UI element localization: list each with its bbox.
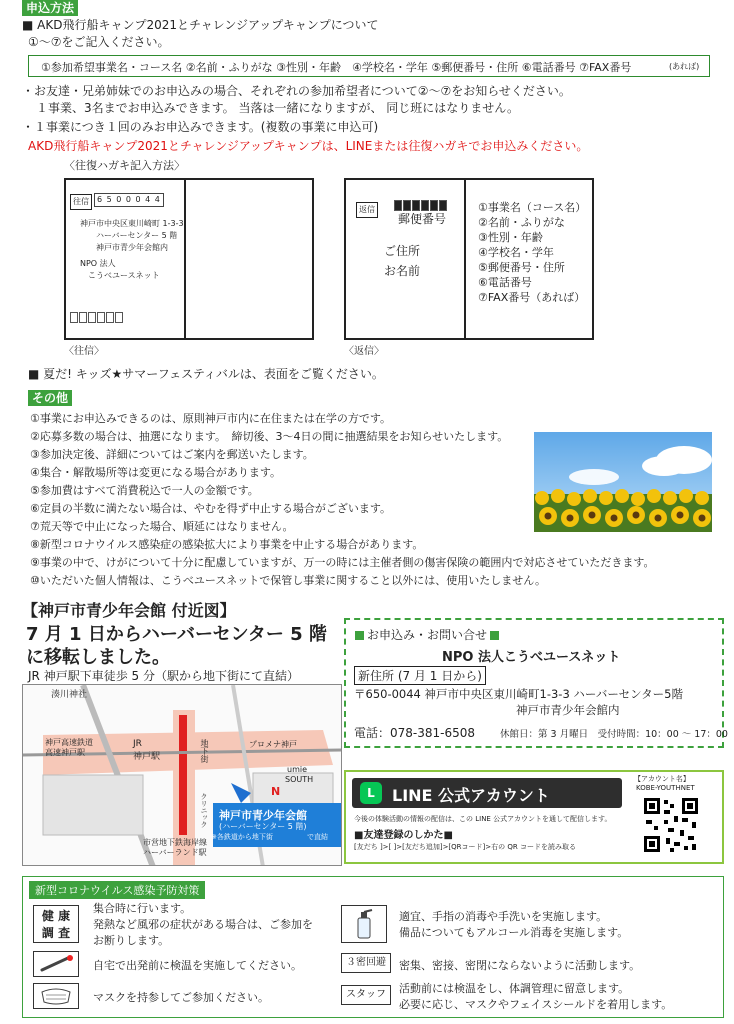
postcard-item: ⑦FAX番号（あれば） — [478, 291, 586, 304]
apply-item1b: ①〜⑦をご記入ください。 — [28, 35, 170, 49]
contact-box — [344, 618, 728, 748]
map-label-promena: プロメナ神戸 — [249, 740, 297, 749]
other-item: ④集合・解散場所等は変更になる場合があります。 — [30, 466, 281, 479]
postcard-addr3: 神戸市青少年会館内 — [96, 243, 168, 252]
postcard-addr-label: ご住所 — [384, 244, 421, 258]
postcard-post-label: 郵便番号 — [398, 212, 447, 226]
line-acct-label: 【アカウント名】 — [634, 775, 690, 783]
covid-staff2: 必要に応じ、マスクやフェイスシールドを着用します。 — [399, 998, 673, 1011]
postcard-item: ①事業名（コース名） — [478, 201, 587, 214]
postcard-org1: NPO 法人 — [80, 259, 116, 268]
postcard-item: ②名前・ふりがな — [478, 216, 565, 229]
postcard-item: ⑥電話番号 — [478, 276, 532, 289]
map-label-north: N — [271, 785, 281, 798]
contact-title: お申込み・お問い合せ — [367, 628, 488, 642]
section-header-other — [28, 390, 72, 406]
map-label-south: SOUTH — [285, 775, 314, 784]
apply-red-note: AKD飛行船キャンプ2021とチャレンジアップキャンプは、LINEまたは往復ハガキでお申込みください。 — [28, 139, 589, 153]
map-label-harbor1: 市営地下鉄海岸線 — [143, 838, 207, 847]
contact-tel: 電話：078-381-6508 — [354, 726, 476, 740]
postcard-items — [478, 200, 586, 305]
mask-icon — [33, 983, 79, 1009]
map-label-harbor2: ハーバーランド駅 — [143, 848, 207, 857]
access-map — [22, 684, 342, 866]
line-acct: KOBE-YOUTHNET — [636, 784, 695, 792]
map-move2: に移転しました。 — [26, 647, 170, 668]
covid-mitsu-label: ３密回避 — [341, 953, 391, 973]
apply-bullet1: ・お友達・兄弟姉妹でのお申込みの場合、それぞれの参加希望者について②〜⑦をお知らせください。 — [22, 84, 571, 98]
postcard-outgoing — [64, 178, 314, 340]
map-label-jr2: 神戸駅 — [133, 752, 161, 762]
apply-bullet2: ・１事業につき１回のみお申込みできます。(複数の事業に申込可) — [22, 120, 379, 134]
summer-note: ■ 夏だ! キッズ★サマーフェスティバルは、表面をご覧ください。 — [28, 367, 384, 381]
line-box — [344, 770, 724, 864]
postcard-zip-boxes — [394, 198, 454, 210]
other-item: ⑦荒天等で中止になった場合、順延にはなりません。 — [30, 520, 294, 533]
map-label-hs2: 高速神戸駅 — [45, 748, 85, 757]
fields-box — [28, 55, 710, 77]
section-header-apply — [22, 0, 78, 16]
howto-label: 〈往復ハガキ記入方法〉 — [64, 159, 185, 172]
postcard-name-label: お名前 — [384, 264, 421, 278]
postcard-tag-outgoing: 往信 — [70, 194, 92, 210]
covid-staff — [399, 981, 672, 1013]
map-label-hs1: 神戸高速鉄道 — [45, 738, 93, 747]
line-title: LINE 公式アカウント — [392, 786, 550, 805]
covid-box — [22, 876, 724, 1018]
apply-item1: ■ AKD飛行船キャンプ2021とチャレンジアップキャンプについて — [22, 18, 379, 32]
thermometer-icon — [33, 951, 79, 977]
other-item: ⑥定員の半数に満たない場合は、やむを得ず中止する場合がございます。 — [30, 502, 391, 515]
contact-newaddr: 新住所 (7 月 1 日から) — [354, 666, 486, 685]
map-title: 【神戸市青少年会館 付近図】 — [22, 601, 236, 620]
postcard-addr2: ハーバーセンター 5 階 — [96, 231, 178, 240]
covid-staff1: 活動前には検温をし、体調管理に留意します。 — [399, 982, 630, 995]
map-label-clinic: クリニック — [200, 793, 208, 828]
contact-org: NPO 法人こうべユースネット — [442, 650, 621, 665]
map-label-kaikan4: で直結 — [307, 833, 328, 841]
postcard-tag-reply: 返信 — [356, 202, 378, 218]
covid-dis1: 適宜、手指の消毒や手洗いを実施します。 — [399, 910, 608, 923]
map-label-kaikan1: 神戸市青少年会館 — [219, 809, 307, 822]
contact-hours: 休館日：第 3 月曜日 受付時間：10：00 〜 17：00 — [500, 729, 728, 740]
postcard-caption-reply: 〈返信〉 — [344, 346, 384, 357]
map-label-chika: 地下街 — [200, 739, 209, 763]
map-move1: 7 月 1 日からハーバーセンター 5 階 — [26, 624, 327, 645]
covid-health2: 発熱など風邪の症状がある場合は、ご参加を — [93, 918, 313, 931]
postcard-sender-boxes — [70, 310, 126, 322]
header-label: その他 — [32, 391, 69, 405]
covid-mask: マスクを持参してご参加ください。 — [93, 991, 269, 1004]
postcard-zip: 6 5 0 0 0 4 4 — [94, 193, 164, 207]
postcard-org2: こうべユースネット — [88, 271, 160, 280]
header-label: 申込方法 — [26, 1, 75, 15]
postcard-item: ④学校名・学年 — [478, 246, 554, 259]
line-logo-icon: L — [360, 782, 382, 804]
map-access: JR 神戸駅下車徒歩 5 分（駅から地下街にて直結） — [28, 669, 299, 683]
covid-dis2: 備品についてもアルコール消毒を実施します。 — [399, 926, 629, 939]
other-item: ⑩いただいた個人情報は、こうべユースネットで保管し事業に関すること以外には、使用いたしません。 — [30, 574, 546, 587]
map-label-kaikan2: (ハーバーセンター 5 階) — [219, 822, 307, 831]
line-desc: 今後の体験活動の情報の配信は、この LINE 公式アカウントを通して配信します。 — [354, 815, 612, 823]
postcard-reply — [344, 178, 594, 340]
apply-bullet1b: １事業、3名までお申込みできます。 当落は一緒になりますが、 同じ班にはなりません。 — [36, 101, 520, 115]
other-item: ③参加決定後、詳細についてはご案内を郵送いたします。 — [30, 448, 314, 461]
covid-title: 新型コロナウイルス感染予防対策 — [29, 881, 205, 899]
postcard-caption-outgoing: 〈往信〉 — [64, 346, 104, 357]
postcard-addr1: 神戸市中央区東川崎町 1-3-3 — [80, 219, 184, 228]
postcard-item: ③性別・年齢 — [478, 231, 543, 244]
contact-addr1: 〒650-0044 神戸市中央区東川崎町1-3-3 ハーバーセンター5階 — [354, 687, 683, 701]
other-item: ②応募多数の場合は、抽選になります。 締切後、3〜4日の間に抽選結果をお知らせいたします。 — [30, 430, 509, 443]
covid-health-label: 健 康 調 査 — [33, 905, 79, 943]
line-friend: ■友達登録のしかた■ — [354, 830, 453, 841]
sanitizer-icon — [341, 905, 387, 943]
map-label-jr1: JR — [133, 739, 142, 749]
map-label-kaikan3: ※各鉄道から地下街 — [211, 833, 273, 841]
other-item: ⑨事業の中で、けがについて十分に配慮していますが、万一の時には主催者側の傷害保険の範囲内で対応させていただきます。 — [30, 556, 655, 569]
covid-mitsu: 密集、密接、密閉にならないように活動します。 — [399, 959, 641, 972]
line-step: [友だち ]>[ ]>[友だち追加]>[QRコード]>右の QR コードを読み取る — [354, 843, 576, 851]
covid-health3: お断りします。 — [93, 934, 170, 947]
other-item: ⑧新型コロナウイルス感染症の感染拡大により事業を中止する場合があります。 — [30, 538, 424, 551]
postcard-item: ⑤郵便番号・住所 — [478, 261, 565, 274]
covid-temp: 自宅で出発前に検温を実施してください。 — [93, 959, 302, 972]
other-item: ⑤参加費はすべて消費税込で一人の金額です。 — [30, 484, 259, 497]
fields-text: ①参加希望事業名・コース名 ②名前・ふりがな ③性別・年齢 ④学校名・学年 ⑤郵便番号・住所 ⑥電話番号 ⑦FAX番号 — [41, 61, 632, 74]
contact-title-row — [352, 626, 502, 643]
fields-note: (あれば) — [669, 62, 700, 71]
covid-health — [93, 901, 313, 949]
covid-dis — [399, 909, 628, 941]
other-item: ①事業にお申込みできるのは、原則神戸市内に在住または在学の方です。 — [30, 412, 391, 425]
map-label-umie: umie — [287, 765, 308, 774]
postcard-divider — [184, 180, 186, 338]
contact-addr2: 神戸市青少年会館内 — [516, 703, 620, 717]
sunflower-image — [534, 432, 712, 532]
qr-code-icon[interactable] — [642, 796, 700, 854]
covid-health1: 集合時に行います。 — [93, 902, 192, 915]
map-label-shrine: 湊川神社 — [51, 690, 88, 700]
covid-staff-label: スタッフ — [341, 985, 391, 1005]
line-banner — [352, 778, 622, 808]
postcard-divider — [464, 180, 466, 338]
